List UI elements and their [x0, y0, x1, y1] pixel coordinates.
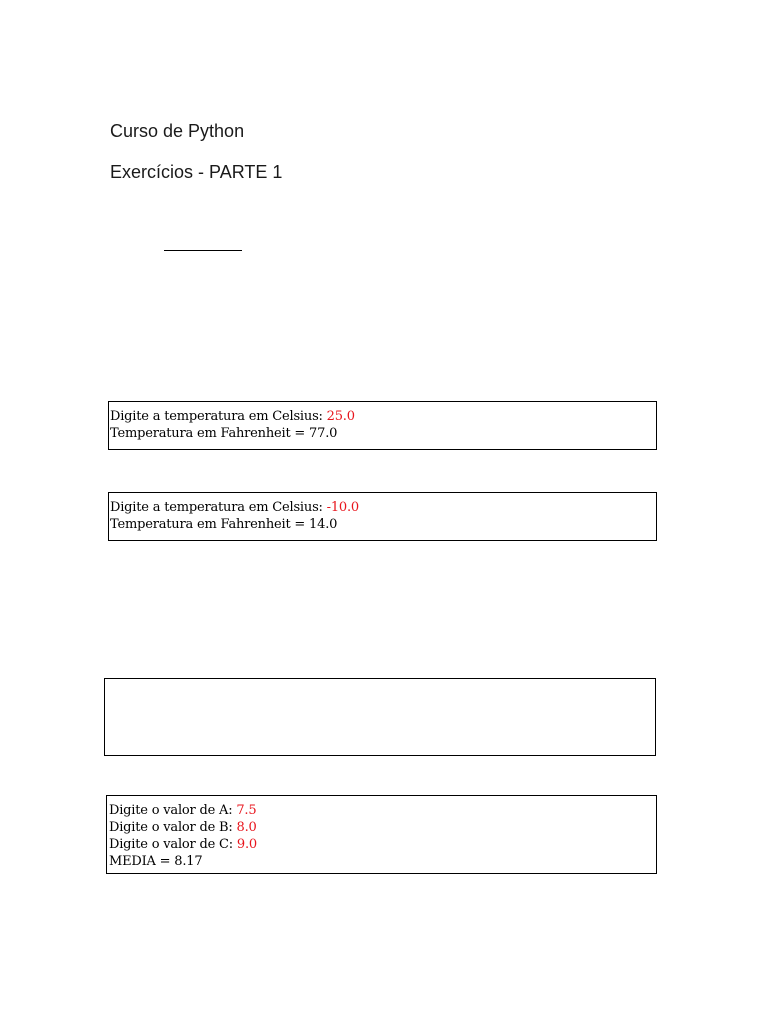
output-box-media [106, 795, 657, 874]
user-input-value: 7.5 [236, 803, 257, 818]
user-input-value: 25.0 [326, 409, 355, 424]
page-title: Curso de Python [110, 121, 245, 141]
prompt-text: Digite a temperatura em Celsius: [110, 409, 327, 424]
result-line: MEDIA = 8.17 [109, 854, 203, 869]
result-line: Temperatura em Fahrenheit = 77.0 [110, 426, 338, 441]
prompt-line-c [109, 836, 656, 853]
prompt-text: Digite o valor de A: [109, 803, 237, 818]
horizontal-rule [164, 250, 242, 251]
prompt-line-b [109, 819, 656, 836]
user-input-value: -10.0 [326, 500, 359, 515]
prompt-line-a [109, 802, 656, 819]
prompt-text: Digite a temperatura em Celsius: [110, 500, 327, 515]
user-input-value: 8.0 [236, 820, 257, 835]
output-box-celsius-minus10 [108, 492, 657, 541]
page-subtitle: Exercícios - PARTE 1 [110, 162, 283, 182]
prompt-line [110, 408, 656, 425]
prompt-text: Digite o valor de B: [109, 820, 237, 835]
prompt-text: Digite o valor de C: [109, 837, 237, 852]
prompt-line [110, 499, 656, 516]
output-box-celsius-25 [108, 401, 657, 450]
result-line: Temperatura em Fahrenheit = 14.0 [110, 517, 338, 532]
empty-output-box [104, 678, 656, 756]
user-input-value: 9.0 [236, 837, 257, 852]
